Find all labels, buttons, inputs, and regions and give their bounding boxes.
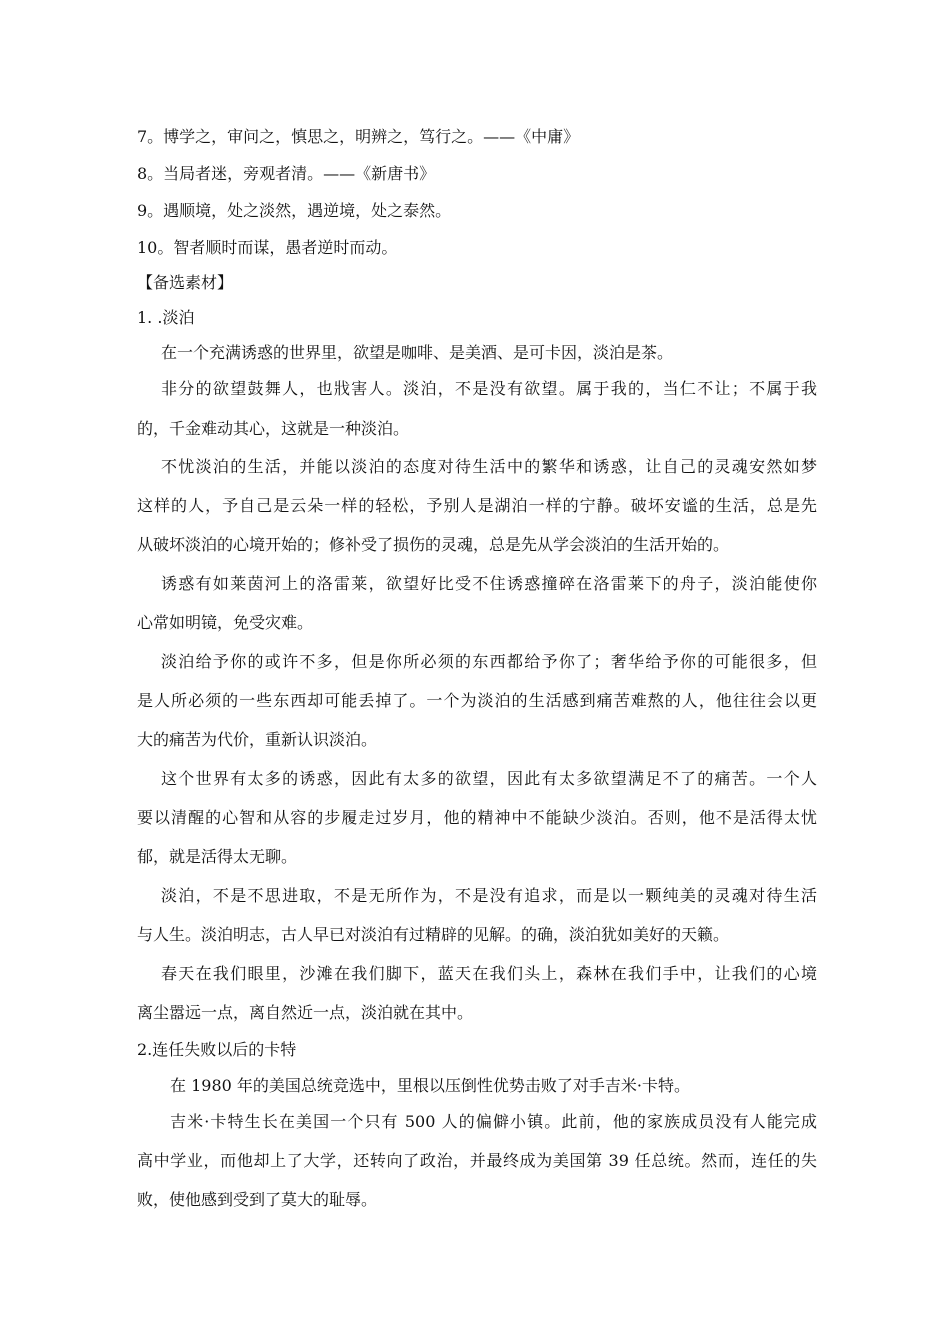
quote-8: 8。当局者迷，旁观者清。——《新唐书》 (137, 164, 436, 183)
item1-p7-line: 淡泊，不是不思进取，不是无所作为，不是没有追求，而是以一颗纯美的灵魂对待生活 (161, 886, 817, 905)
item1-p6-line: 这个世界有太多的诱惑，因此有太多的欲望，因此有太多欲望满足不了的痛苦。一个人 (161, 769, 817, 788)
item1-p3-line: 这样的人，予自己是云朵一样的轻松，予别人是湖泊一样的宁静。破坏安谧的生活，总是先 (137, 496, 817, 515)
quote-7: 7。博学之，审问之，慎思之，明辨之，笃行之。——《中庸》 (137, 127, 580, 146)
item1-p6-line: 要以清醒的心智和从容的步履走过岁月，他的精神中不能缺少淡泊。否则，他不是活得太忧 (137, 808, 817, 827)
item1-p2-line: 非分的欲望鼓舞人，也戕害人。淡泊，不是没有欲望。属于我的，当仁不让；不属于我 (161, 379, 817, 398)
item1-p5-line: 淡泊给予你的或许不多，但是你所必须的东西都给予你了；奢华给予你的可能很多，但 (161, 652, 817, 671)
item1-p1-line: 在一个充满诱惑的世界里，欲望是咖啡、是美酒、是可卡因，淡泊是茶。 (161, 343, 674, 362)
item1-p4-line: 诱惑有如莱茵河上的洛雷莱，欲望好比受不住诱惑撞碎在洛雷莱下的舟子，淡泊能使你 (161, 574, 817, 593)
item1-p3-line: 不忧淡泊的生活，并能以淡泊的态度对待生活中的繁华和诱惑，让自己的灵魂安然如梦 (161, 457, 817, 476)
quote-10: 10。智者顺时而谋，愚者逆时而动。 (137, 238, 398, 257)
item2-p1-line: 在 1980 年的美国总统竞选中，里根以压倒性优势击败了对手吉米·卡特。 (170, 1076, 690, 1095)
item1-p5-line: 是人所必须的一些东西却可能丢掉了。一个为淡泊的生活感到痛苦难熬的人，他往往会以更 (137, 691, 817, 710)
item1-p6-line: 郁，就是活得太无聊。 (137, 847, 298, 866)
item1-p7-line: 与人生。淡泊明志，古人早已对淡泊有过精辟的见解。的确，淡泊犹如美好的天籁。 (137, 925, 730, 944)
item1-p5-line: 大的痛苦为代价，重新认识淡泊。 (137, 730, 378, 749)
item1-title: 1. .淡泊 (137, 308, 195, 327)
item1-p4-line: 心常如明镜，免受灾难。 (137, 613, 314, 632)
section-title: 【备选素材】 (137, 273, 234, 292)
item1-p8-line: 春天在我们眼里，沙滩在我们脚下，蓝天在我们头上，森林在我们手中，让我们的心境 (161, 964, 817, 983)
item2-title: 2.连任失败以后的卡特 (137, 1040, 297, 1059)
item2-p2-line: 吉米·卡特生长在美国一个只有 500 人的偏僻小镇。此前，他的家族成员没有人能完成 (170, 1112, 817, 1131)
quote-9: 9。遇顺境，处之淡然，遇逆境，处之泰然。 (137, 201, 452, 220)
item1-p2-line: 的，千金难动其心，这就是一种淡泊。 (137, 419, 410, 438)
item2-p2-line: 高中学业，而他却上了大学，还转向了政治，并最终成为美国第 39 任总统。然而，连任的失 (137, 1151, 817, 1170)
item1-p3-line: 从破坏淡泊的心境开始的；修补受了损伤的灵魂，总是先从学会淡泊的生活开始的。 (137, 535, 730, 554)
item1-p8-line: 离尘嚣远一点，离自然近一点，淡泊就在其中。 (137, 1003, 474, 1022)
item2-p2-line: 败，使他感到受到了莫大的耻辱。 (137, 1190, 378, 1209)
